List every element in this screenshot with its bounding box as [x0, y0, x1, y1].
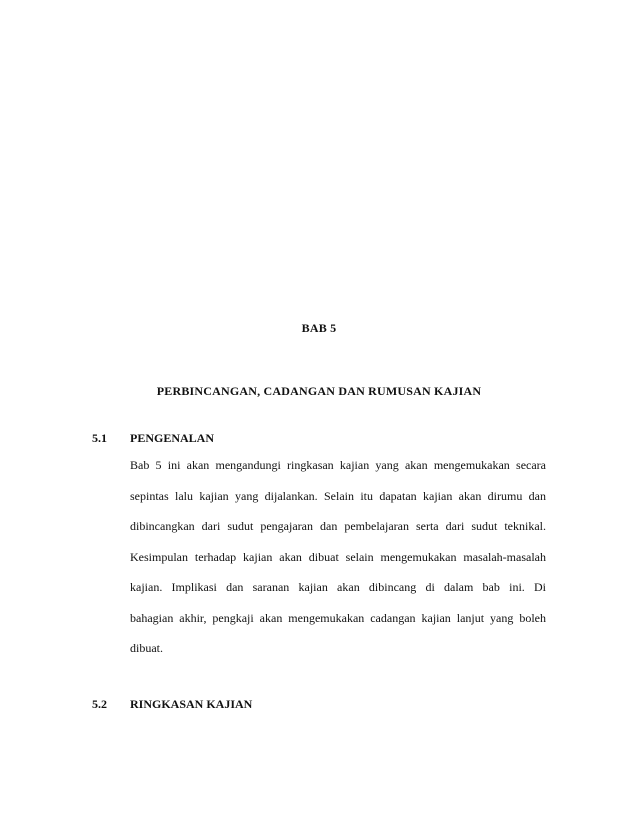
- section-paragraph: [130, 458, 546, 672]
- paragraph-line: dibincangkan dari sudut pengajaran dan pembelajaran serta dari sudut teknikal.: [130, 519, 546, 533]
- paragraph-line: Bab 5 ini akan mengandungi ringkasan kajian yang akan mengemukakan secara: [130, 458, 546, 472]
- chapter-title: PERBINCANGAN, CADANGAN DAN RUMUSAN KAJIAN: [156, 384, 482, 398]
- paragraph-line: dibuat.: [130, 641, 163, 655]
- paragraph-line: bahagian akhir, pengkaji akan mengemukakan cadangan kajian lanjut yang boleh: [130, 610, 546, 625]
- section-heading-pengenalan: [92, 431, 214, 446]
- section-title: RINGKASAN KAJIAN: [130, 697, 253, 711]
- section-heading-ringkasan-kajian: [92, 697, 252, 712]
- chapter-number: BAB 5: [301, 321, 337, 335]
- section-number: 5.2: [92, 697, 107, 711]
- paragraph-line: sepintas lalu kajian yang dijalankan. Selain itu dapatan kajian akan dirumu dan: [130, 488, 546, 503]
- section-title: PENGENALAN: [130, 431, 215, 445]
- paragraph-line: Kesimpulan terhadap kajian akan dibuat selain mengemukakan masalah-masalah: [130, 549, 546, 564]
- paragraph-line: kajian. Implikasi dan saranan kajian akan dibincang di dalam bab ini. Di: [130, 580, 546, 594]
- section-number: 5.1: [92, 431, 107, 445]
